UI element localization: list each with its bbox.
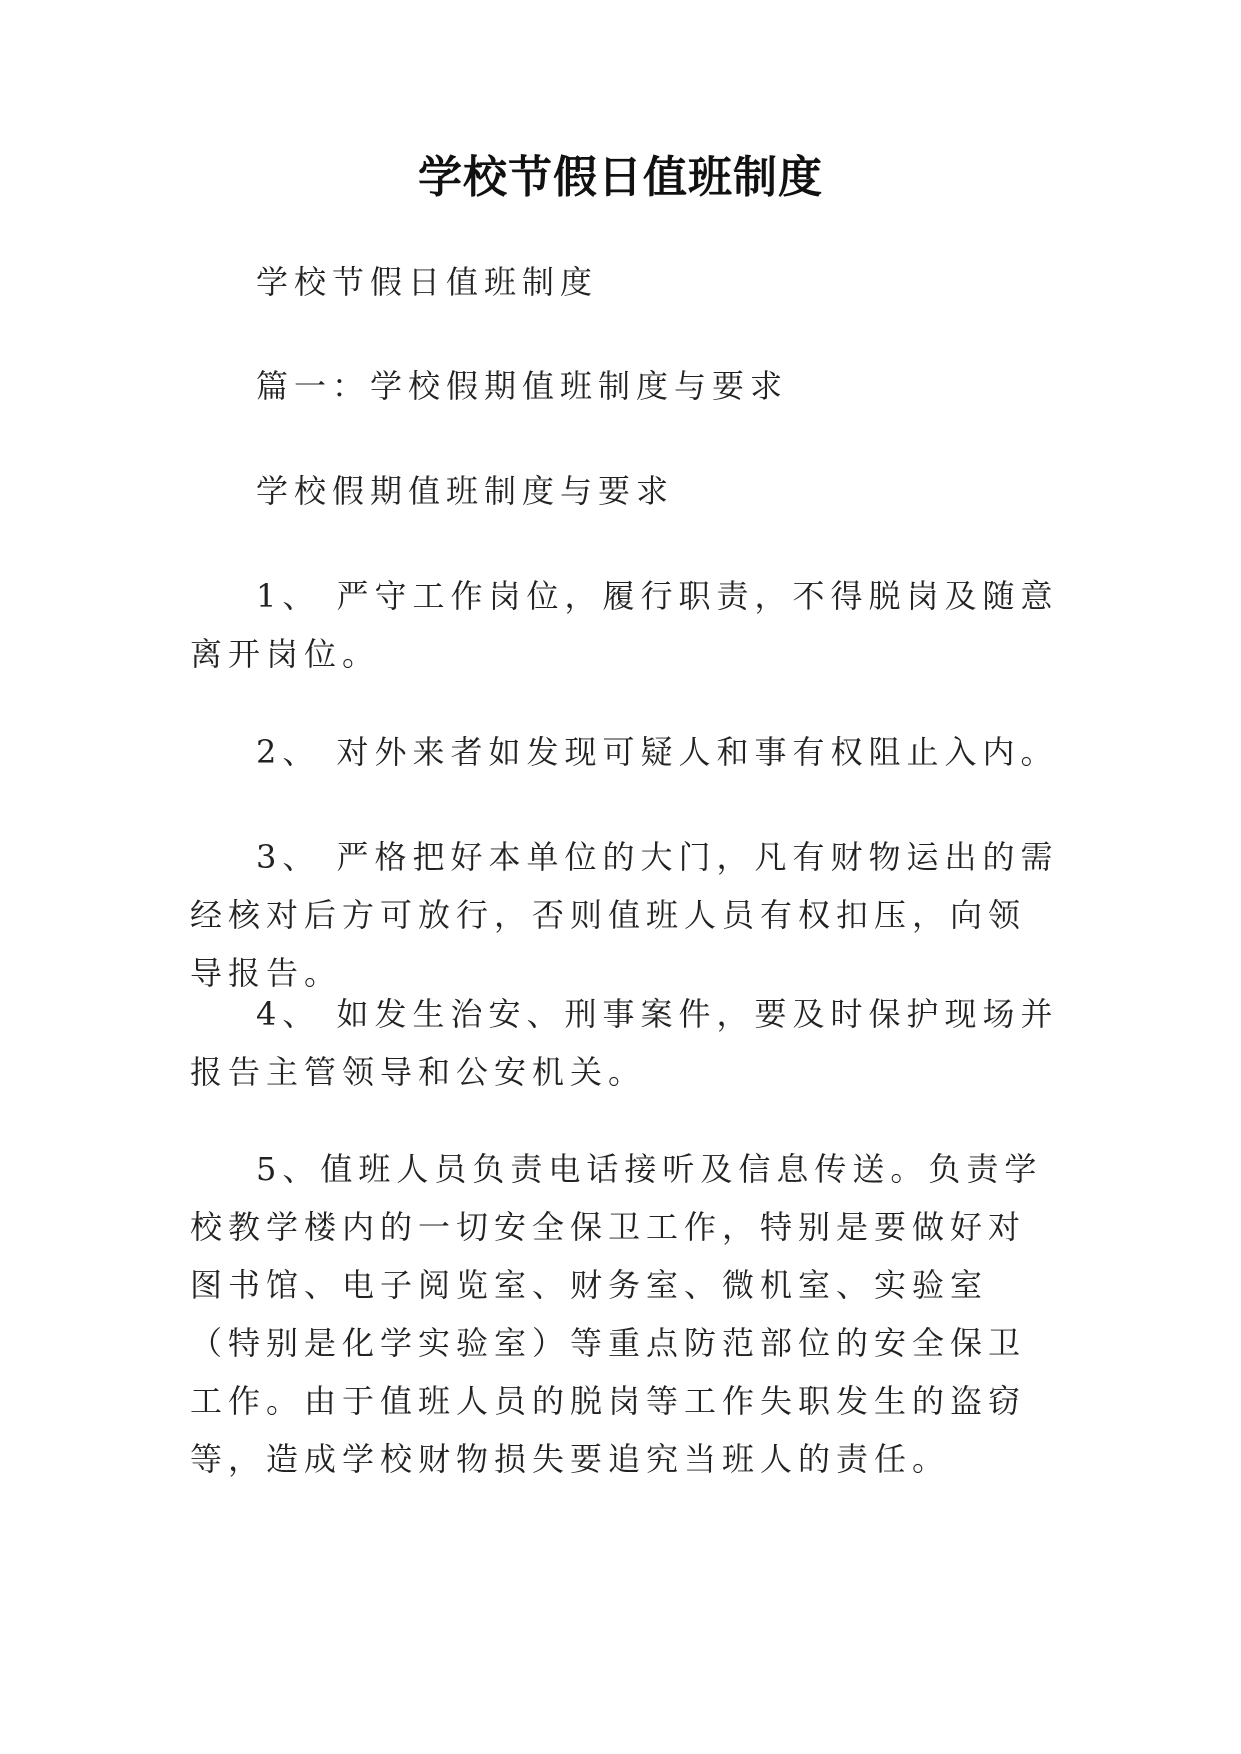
paragraph-section-title: 学校假期值班制度与要求: [256, 472, 675, 510]
paragraph-subtitle: 学校节假日值班制度: [256, 263, 599, 301]
paragraph-rule-1: 1、 严守工作岗位，履行职责，不得脱岗及随意离开岗位。: [190, 577, 1059, 673]
paragraph-rule-4: 4、 如发生治安、刑事案件，要及时保护现场并报告主管领导和公安机关。: [190, 995, 1059, 1091]
paragraph-rule-5: 5、值班人员负责电话接听及信息传送。负责学校教学楼内的一切安全保卫工作，特别是要做好对图书馆、电子阅览室、财务室、微机室、实验室（特别是化学实验室）等重点防范部位的安全保卫工作。由于值班人员的脱岗等工作失职发生的盗窃等，造成学校财物损失要追究当班人的责任。: [190, 1150, 1043, 1478]
paragraph-rule-3: 3、 严格把好本单位的大门，凡有财物运出的需经核对后方可放行，否则值班人员有权扣压，向领导报告。: [190, 838, 1059, 992]
paragraph-rule-2: 2、 对外来者如发现可疑人和事有权阻止入内。: [256, 733, 1059, 771]
paragraph-section-heading: 篇一：学校假期值班制度与要求: [256, 367, 789, 405]
document-title: 学校节假日值班制度: [418, 152, 823, 203]
